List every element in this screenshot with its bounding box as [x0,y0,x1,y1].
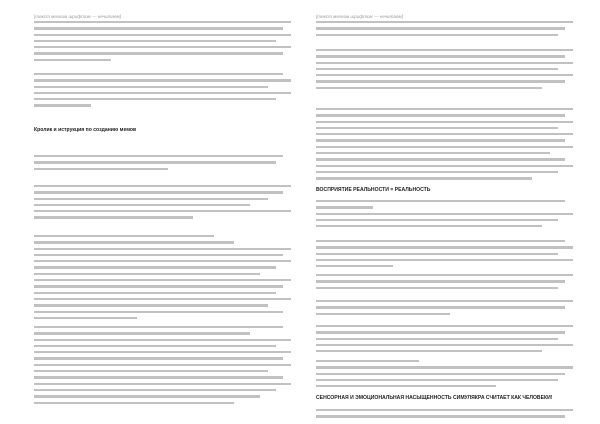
paragraph [34,326,291,408]
paragraph [34,155,291,174]
paragraph [316,409,573,422]
paragraph [316,200,573,231]
section-heading: ВОСПРИЯТИЕ РЕАЛЬНОСТИ = РЕАЛЬНОСТЬ [316,187,431,193]
illegible-text-note: [текст мелким шрифтом — нечитаем] [34,14,121,19]
paragraph [316,240,573,271]
section-heading: СЕНСОРНАЯ И ЭМОЦИОНАЛЬНАЯ НАСЫЩЕННОСТЬ СИМУЛЯКРА СЧИТАЕТ КАК ЧЕЛОВЕКИ! [316,395,553,401]
illegible-text-note: [текст мелким шрифтом — нечитаем] [316,14,403,19]
paragraph [316,14,573,40]
paragraph [316,274,573,293]
paragraph [316,108,573,184]
paragraph [316,360,573,391]
paragraph [316,325,573,356]
paragraph [34,73,291,111]
paragraph [316,300,573,319]
paragraph [34,185,291,223]
section-heading: Кролик и иструкция по созданию мемов [34,127,137,133]
paragraph [34,14,291,65]
paragraph [34,235,291,323]
paragraph [316,49,573,93]
